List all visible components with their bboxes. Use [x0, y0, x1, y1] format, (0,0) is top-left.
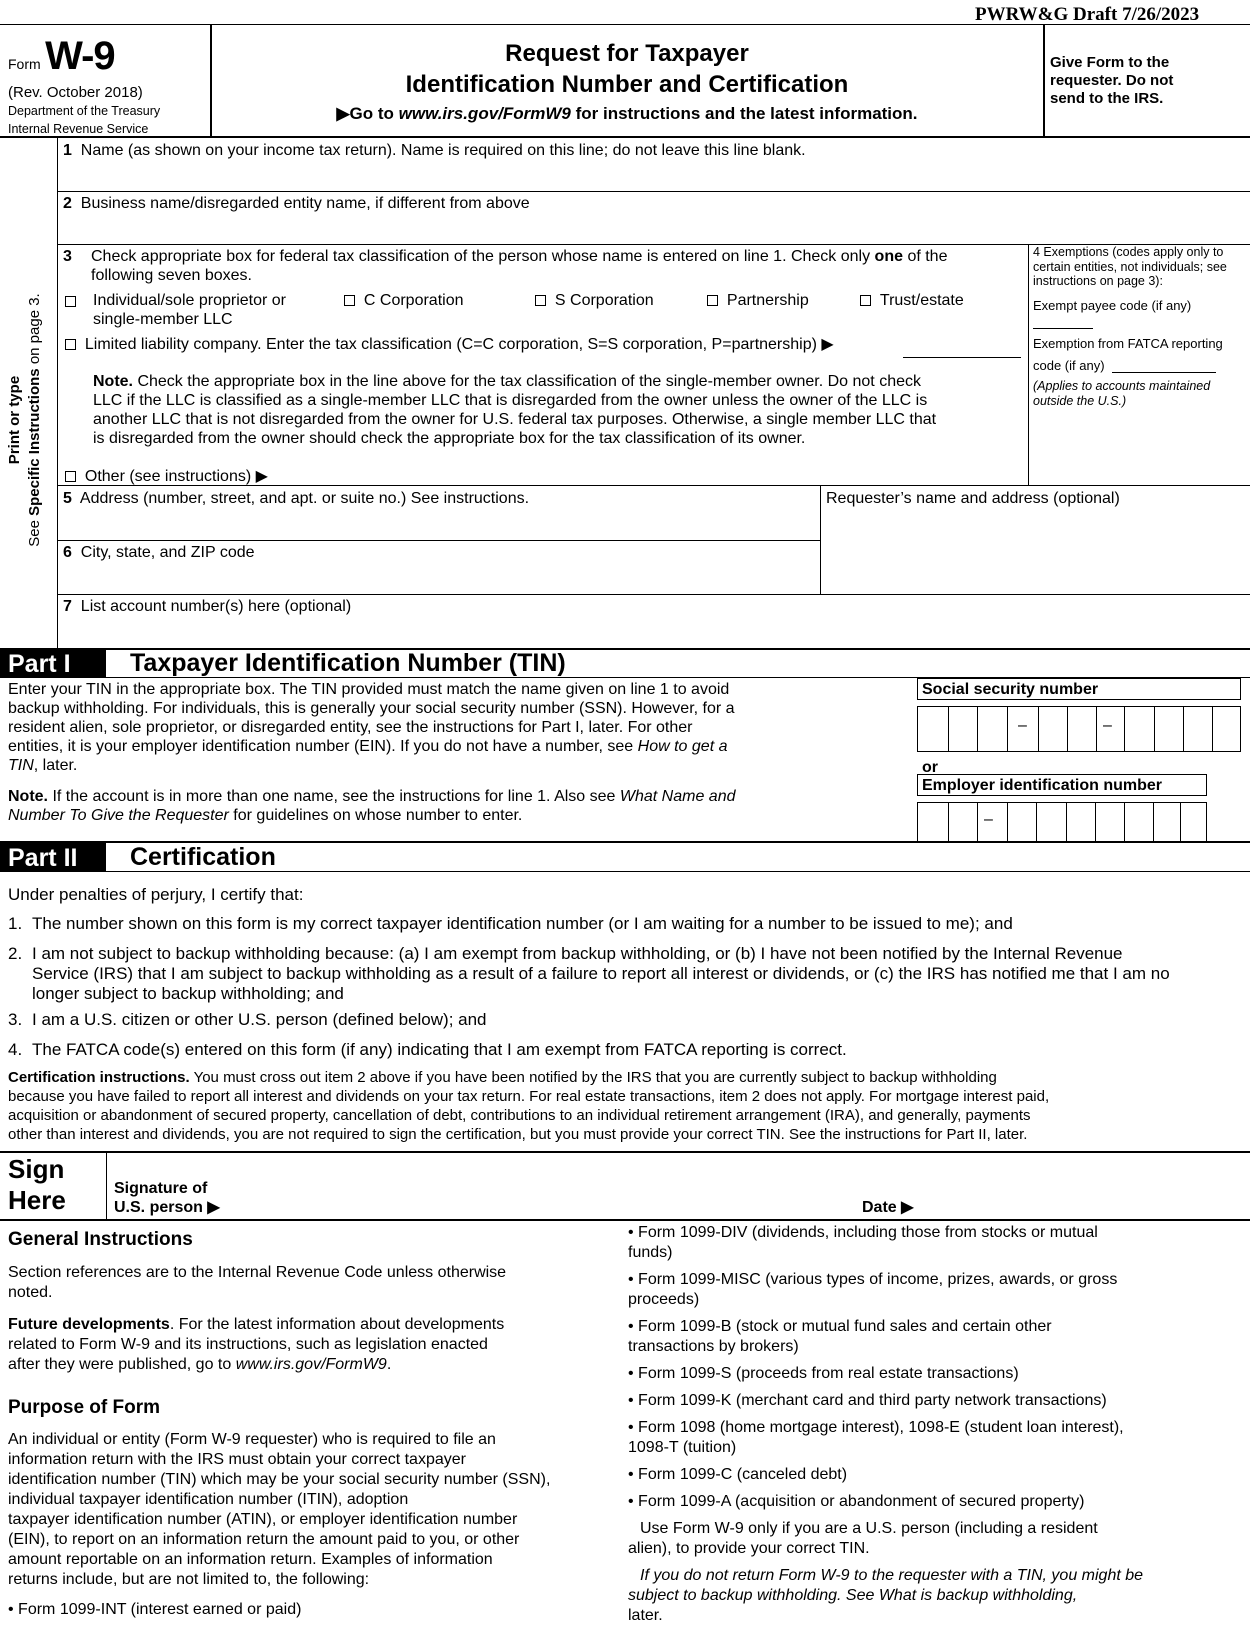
- exempt-payee-label: Exempt payee code (if any): [1033, 298, 1192, 313]
- address-input[interactable]: [60, 508, 817, 538]
- ein-digit-sep: [1153, 803, 1154, 841]
- individual-label-1: Individual/sole proprietor or: [93, 292, 286, 309]
- checkbox-s-corporation[interactable]: [535, 291, 654, 310]
- give-form-note: [1050, 54, 1173, 108]
- goto-prefix: ▶Go to: [336, 104, 399, 123]
- ssn-dash-1: –: [1018, 717, 1027, 734]
- part-2-label: Part II: [0, 843, 106, 871]
- ssn-input[interactable]: [917, 706, 1241, 752]
- ein-label: Employer identification number: [917, 774, 1207, 796]
- rule-after-sign: [0, 1219, 1250, 1221]
- draft-stamp: PWRW&G Draft 7/26/2023: [975, 4, 1200, 25]
- fatca-applies-1: (Applies to accounts maintained: [1033, 379, 1211, 393]
- ein-digit-sep: [1007, 803, 1008, 841]
- part-1-note-italic-2: Number To Give the Requester: [8, 807, 229, 824]
- rule-after-line-6: [57, 594, 1250, 595]
- line-3-note: [93, 372, 993, 448]
- part-1-note-label: Note.: [8, 788, 48, 805]
- cert-item-2-line-2: Service (IRS) that I am subject to backup withholding as a result of a failure to report all interest or dividends, or (c) the IRS has notified me that I am no: [32, 964, 1170, 983]
- part-1-note-line-1: [8, 787, 888, 806]
- fatca-label-2: code (if any): [1033, 358, 1105, 373]
- part-1-instructions: [8, 680, 888, 775]
- bullet-1099-a: • Form 1099-A (acquisition or abandonment of secured property): [628, 1493, 1085, 1510]
- part-1-tin-italic: TIN: [8, 757, 34, 774]
- department: Department of the Treasury: [8, 104, 161, 118]
- bullet-1099-misc: [628, 1270, 1243, 1310]
- cert-instr-line-2: because you have failed to report all interest and dividends on your tax return. For real estate transactions, item 2 does not apply. For mortgage interest paid,: [8, 1088, 1050, 1105]
- checkbox-individual-label: [93, 291, 286, 329]
- bullet-1099-k: • Form 1099-K (merchant card and third party network transactions): [628, 1392, 1107, 1409]
- side-label-line-1: Print or type: [6, 375, 23, 465]
- exemptions-divider: [1028, 244, 1029, 485]
- part-1-note-text-1: If the account is in more than one name, see the instructions for line 1. Also see: [48, 788, 620, 805]
- line-3-text-1: [91, 247, 1001, 266]
- line-3-pre: Check appropriate box for federal tax classification of the person whose name is entered on line 1. Check only: [91, 248, 875, 265]
- cert-item-1-text: The number shown on this form is my correct taxpayer identification number (or I am waiting for a number to be issued to me); and: [32, 914, 1013, 933]
- here-word: Here: [8, 1185, 66, 1215]
- bullet-1098-1: • Form 1098 (home mortgage interest), 1098-E (student loan interest),: [628, 1419, 1124, 1436]
- ein-digit-sep: [1095, 803, 1096, 841]
- form-id: [8, 34, 115, 79]
- goto-line: [212, 104, 1042, 124]
- part-2-title: Certification: [130, 843, 276, 871]
- ssn-digit-sep: [977, 707, 978, 751]
- requester-divider: [820, 485, 821, 594]
- checkbox-trust-box[interactable]: [860, 295, 871, 306]
- bullet-1098: [628, 1418, 1243, 1458]
- ein-digit-sep: [1124, 803, 1125, 841]
- note-line-2: LLC if the LLC is classified as a single-member LLC that is disregarded from the owner unless the owner of the LLC is: [93, 392, 928, 409]
- if-not-line-1: If you do not return Form W-9 to the requester with a TIN, you might be: [640, 1567, 1144, 1584]
- checkbox-other-box[interactable]: [65, 471, 76, 482]
- cert-item-1: [8, 914, 1243, 934]
- use-w9-line-2: alien), to provide your correct TIN.: [628, 1540, 870, 1557]
- ssn-digit-sep: [948, 707, 949, 751]
- general-p1-line-1: Section references are to the Internal Revenue Code unless otherwise: [8, 1264, 507, 1281]
- bullet-misc-2: proceeds): [628, 1291, 700, 1308]
- right-column: [628, 1223, 1243, 1626]
- checkbox-c-corporation[interactable]: [344, 291, 464, 310]
- line-6-text: City, state, and ZIP code: [80, 544, 255, 561]
- purpose-line-8: returns include, but are not limited to, the following:: [8, 1571, 370, 1588]
- rule-after-line-1: [57, 191, 1250, 192]
- ssn-digit-sep: [1183, 707, 1184, 751]
- part-1-line-5: [8, 756, 888, 775]
- note-label: Note.: [93, 373, 133, 390]
- if-not-line-2: subject to backup withholding. See What is backup withholding,: [628, 1587, 1078, 1604]
- part-1-note-italic-1: What Name and: [619, 788, 736, 805]
- date-label: Date ▶: [862, 1199, 914, 1216]
- part-1-note-line-2: [8, 806, 888, 825]
- bullet-b-1: • Form 1099-B (stock or mutual fund sales and certain other: [628, 1318, 1052, 1335]
- future-line-2: related to Form W-9 and its instructions, such as legislation enacted: [8, 1336, 488, 1353]
- part-1-line-2: backup withholding. For individuals, this is generally your social security number (SSN). However, for a: [8, 700, 735, 717]
- line-3-number: 3: [63, 248, 72, 265]
- side-label: [5, 260, 55, 580]
- general-p1-line-2: noted.: [8, 1284, 53, 1301]
- checkbox-individual[interactable]: [65, 292, 76, 311]
- future-developments: [8, 1315, 608, 1375]
- bullet-1099-div: [628, 1223, 1243, 1263]
- note-line-4: is disregarded from the owner should check the appropriate box for the tax classification of its owner.: [93, 430, 806, 447]
- general-instructions-heading: General Instructions: [8, 1229, 193, 1250]
- cert-item-3: [8, 1010, 487, 1030]
- header-bottom-rule: [0, 136, 1250, 138]
- cert-instr-label: Certification instructions.: [8, 1069, 190, 1086]
- line-3-text-2: following seven boxes.: [91, 267, 252, 284]
- ssn-digit-sep: [1067, 707, 1068, 751]
- purpose-line-1: An individual or entity (Form W-9 requester) who is required to file an: [8, 1431, 496, 1448]
- checkbox-individual-box[interactable]: [65, 296, 76, 307]
- line-6-number: 6: [63, 544, 72, 561]
- irs-name: Internal Revenue Service: [8, 122, 149, 136]
- bullet-1099-c: • Form 1099-C (canceled debt): [628, 1466, 848, 1483]
- purpose-text: [8, 1430, 618, 1590]
- cert-item-2-line-1: I am not subject to backup withholding because: (a) I am exempt from backup withholding, or (b) I have not been notified by the Internal Revenue: [32, 944, 1123, 963]
- ein-digit-sep: [948, 803, 949, 841]
- bullet-div-2: funds): [628, 1244, 673, 1261]
- line-6-label: [63, 543, 255, 562]
- line-3-one: one: [874, 248, 903, 265]
- if-not-line-3: later.: [628, 1607, 663, 1624]
- fatca-code-input[interactable]: [1112, 372, 1216, 373]
- signature-input[interactable]: [240, 1160, 850, 1216]
- business-name-input[interactable]: [60, 213, 1246, 243]
- cert-item-1-num: 1.: [8, 914, 23, 933]
- form-word: Form: [8, 56, 41, 72]
- future-label: Future developments: [8, 1316, 170, 1333]
- part-1-title: Taxpayer Identification Number (TIN): [130, 649, 566, 677]
- title-line-1: Request for Taxpayer: [505, 40, 749, 67]
- give-form-line-2: requester. Do not: [1050, 72, 1174, 89]
- checkbox-partnership-box[interactable]: [707, 295, 718, 306]
- date-input[interactable]: [925, 1160, 1245, 1216]
- general-p1: [8, 1263, 608, 1303]
- line-7-number: 7: [63, 598, 72, 615]
- bullet-1099-int: • Form 1099-INT (interest earned or paid): [8, 1601, 302, 1618]
- llc-classification-input[interactable]: [903, 357, 1021, 358]
- line-2-number: 2: [63, 195, 72, 212]
- revision: (Rev. October 2018): [8, 84, 143, 101]
- line-2-label: [63, 194, 530, 213]
- bullet-1099-b: [628, 1317, 1243, 1357]
- checkbox-llc[interactable]: [65, 335, 834, 354]
- line-7-text: List account number(s) here (optional): [80, 598, 352, 615]
- cert-item-4-text: The FATCA code(s) entered on this form (if any) indicating that I am exempt from FATCA reporting is correct.: [32, 1040, 847, 1059]
- goto-suffix: for instructions and the latest information.: [570, 104, 918, 123]
- checkbox-partnership[interactable]: [707, 291, 809, 310]
- side-label-see: See: [26, 515, 43, 547]
- use-w9-line-1: Use Form W-9 only if you are a U.S. person (including a resident: [640, 1520, 1098, 1537]
- checkbox-other[interactable]: [65, 467, 268, 486]
- rule-before-sign: [0, 1151, 1250, 1153]
- checkbox-trust-estate[interactable]: [860, 291, 964, 310]
- ssn-digit-sep: [1096, 707, 1097, 751]
- cert-instructions: [8, 1068, 1248, 1144]
- cert-instr-line-4: other than interest and dividends, you are not required to sign the certification, but you must provide your correct TIN. See the instructions for Part II, later.: [8, 1126, 1028, 1143]
- future-text-1: . For the latest information about developments: [169, 1316, 505, 1333]
- cert-item-3-num: 3.: [8, 1010, 23, 1029]
- line-7-label: [63, 597, 351, 616]
- purpose-line-5: taxpayer identification number (ATIN), or employer identification number: [8, 1511, 518, 1528]
- cert-item-4: [8, 1040, 847, 1060]
- llc-label: Limited liability company. Enter the tax classification (C=C corporation, S=S corporation, P=partnership) ▶: [84, 336, 834, 353]
- bullet-1098-2: 1098-T (tuition): [628, 1439, 737, 1456]
- exemptions-line-2: certain entities, not individuals; see: [1033, 259, 1227, 274]
- ein-digit-sep: [977, 803, 978, 841]
- ein-input[interactable]: [917, 802, 1207, 842]
- part-1-note: [8, 787, 888, 825]
- purpose-line-7: amount reportable on an information return. Examples of information: [8, 1551, 493, 1568]
- ssn-dash-2: –: [1103, 717, 1112, 734]
- future-url[interactable]: www.irs.gov/FormW9: [235, 1356, 387, 1373]
- line-5-number: 5: [63, 490, 72, 507]
- future-line-1: [8, 1315, 608, 1335]
- ein-digit-sep: [1036, 803, 1037, 841]
- ein-digit-sep: [1066, 803, 1067, 841]
- side-label-bold: Specific Instructions: [26, 368, 43, 516]
- purpose-line-3: identification number (TIN) which may be your social security number (SSN),: [8, 1471, 551, 1488]
- purpose-line-2: information return with the IRS must obtain your correct taxpayer: [8, 1451, 466, 1468]
- c-corp-label: C Corporation: [363, 292, 464, 309]
- form-number: W-9: [45, 34, 115, 78]
- future-text-3: after they were published, go to: [8, 1356, 236, 1373]
- part-1-how-to: How to get a: [637, 738, 728, 755]
- signature-label-2: U.S. person ▶: [114, 1199, 220, 1216]
- line-1-label: [63, 141, 806, 160]
- sign-word: Sign: [8, 1154, 65, 1184]
- side-label-page: on page 3.: [26, 293, 43, 369]
- sign-here: [8, 1154, 66, 1216]
- account-numbers-input[interactable]: [60, 616, 1246, 646]
- part-2-title-rule: [0, 871, 1250, 872]
- line-3-text: [91, 247, 1001, 285]
- line-3-post: of the: [903, 248, 948, 265]
- cert-instr-line-3: acquisition or abandonment of secured property, cancellation of debt, contributions to an individual retirement arrangement (IRA), and generally, payments: [8, 1107, 1031, 1124]
- part-1-line-4-text: entities, it is your employer identification number (EIN). If you do not have a number, see: [8, 738, 638, 755]
- cert-instr-line-1: [8, 1068, 1248, 1087]
- purpose-line-4: individual taxpayer identification number (ITIN), adoption: [8, 1491, 409, 1508]
- header-top-rule: [0, 24, 1250, 25]
- bullet-div-1: • Form 1099-DIV (dividends, including those from stocks or mutual: [628, 1224, 1098, 1241]
- part-1-line-4: [8, 737, 888, 756]
- cert-item-2: [8, 944, 1243, 1003]
- exempt-payee-input[interactable]: [1033, 328, 1093, 329]
- line-5-text: Address (number, street, and apt. or suite no.) See instructions.: [79, 490, 530, 507]
- signature-label: [114, 1179, 220, 1217]
- line-5-label: [63, 489, 529, 508]
- ssn-digit-sep: [1124, 707, 1125, 751]
- future-end: .: [386, 1356, 392, 1373]
- line-2-text: Business name/disregarded entity name, if different from above: [80, 195, 530, 212]
- note-text-1: Check the appropriate box in the line above for the tax classification of the single-member owner. Do not check: [133, 373, 921, 390]
- cert-item-2-line-3: longer subject to backup withholding; and: [32, 984, 344, 1003]
- line-1-text: Name (as shown on your income tax return). Name is required on this line; do not leave this line blank.: [80, 142, 806, 159]
- s-corp-label: S Corporation: [554, 292, 654, 309]
- header-divider-right: [1043, 24, 1045, 136]
- exemptions-line-3: instructions on page 3):: [1033, 274, 1163, 288]
- cert-item-2-text: [32, 944, 1244, 1004]
- signature-label-1: Signature of: [114, 1180, 208, 1197]
- partnership-label: Partnership: [726, 292, 809, 309]
- note-line-3: another LLC that is not disregarded from the owner for U.S. federal tax purposes. Otherwise, a single member LLC that: [93, 411, 937, 428]
- or-label: or: [922, 759, 938, 776]
- rule-after-line-5: [57, 540, 820, 541]
- rule-after-line-3: [57, 485, 1250, 486]
- part-1-label: Part I: [0, 649, 106, 677]
- give-form-line-3: send to the IRS.: [1050, 90, 1164, 107]
- requester-input[interactable]: [823, 510, 1246, 590]
- goto-url[interactable]: www.irs.gov/FormW9: [398, 104, 571, 123]
- line-1-number: 1: [63, 142, 72, 159]
- future-line-3: [8, 1355, 608, 1375]
- cert-item-2-num: 2.: [8, 944, 23, 963]
- ssn-digit-sep: [1038, 707, 1039, 751]
- side-label-line-2: [25, 260, 45, 580]
- part-1-note-text-2: for guidelines on whose number to enter.: [228, 807, 523, 824]
- checkbox-s-corp-box[interactable]: [535, 295, 546, 306]
- title-line-2: Identification Number and Certification: [405, 71, 849, 98]
- cert-instr-text-1: You must cross out item 2 above if you have been notified by the IRS that you are currently subject to backup withholding: [189, 1069, 997, 1086]
- name-input[interactable]: [60, 160, 1246, 190]
- fatca-applies: [1033, 379, 1210, 408]
- exemptions-line-1: 4 Exemptions (codes apply only to: [1033, 245, 1224, 259]
- bullet-1099-s: • Form 1099-S (proceeds from real estate transactions): [628, 1365, 1019, 1382]
- give-form-line-1: Give Form to the: [1050, 54, 1170, 71]
- purpose-line-6: (EIN), to report on an information return the amount paid to you, or other: [8, 1531, 520, 1548]
- trust-label: Trust/estate: [879, 292, 964, 309]
- checkbox-c-corp-box[interactable]: [344, 295, 355, 306]
- purpose-heading: Purpose of Form: [8, 1397, 161, 1418]
- exemptions-block: [1033, 245, 1248, 289]
- other-label: Other (see instructions) ▶: [84, 468, 268, 485]
- form-title: [212, 38, 1042, 100]
- part-1-line-3: resident alien, sole proprietor, or disregarded entity, see the instructions for Part I, later. For other: [8, 719, 693, 736]
- checkbox-llc-box[interactable]: [65, 339, 76, 350]
- part-1-line-1: Enter your TIN in the appropriate box. The TIN provided must match the name given on line 1 to avoid: [8, 681, 730, 698]
- requester-label: Requester’s name and address (optional): [826, 490, 1120, 507]
- if-not-return-para: [628, 1566, 1243, 1626]
- ssn-digit-sep: [1212, 707, 1213, 751]
- bullet-b-2: transactions by brokers): [628, 1338, 799, 1355]
- part-1-later: , later.: [33, 757, 78, 774]
- ssn-digit-sep: [1007, 707, 1008, 751]
- ein-digit-sep: [1180, 803, 1181, 841]
- fatca-label-1: Exemption from FATCA reporting: [1033, 336, 1223, 351]
- use-w9-para: [628, 1519, 1243, 1559]
- ssn-digit-sep: [1154, 707, 1155, 751]
- cert-item-3-text: I am a U.S. citizen or other U.S. person (defined below); and: [32, 1010, 487, 1029]
- ssn-label: Social security number: [917, 678, 1241, 700]
- ein-dash: –: [984, 811, 993, 828]
- side-label-divider: [57, 137, 58, 649]
- individual-label-2: single-member LLC: [93, 311, 233, 328]
- fatca-applies-2: outside the U.S.): [1033, 393, 1127, 408]
- note-line-1: [93, 372, 993, 391]
- city-state-zip-input[interactable]: [60, 562, 817, 592]
- cert-item-4-num: 4.: [8, 1040, 23, 1059]
- sign-divider: [106, 1152, 107, 1219]
- cert-intro: Under penalties of perjury, I certify that:: [8, 885, 304, 904]
- bullet-misc-1: • Form 1099-MISC (various types of income, prizes, awards, or gross: [628, 1271, 1118, 1288]
